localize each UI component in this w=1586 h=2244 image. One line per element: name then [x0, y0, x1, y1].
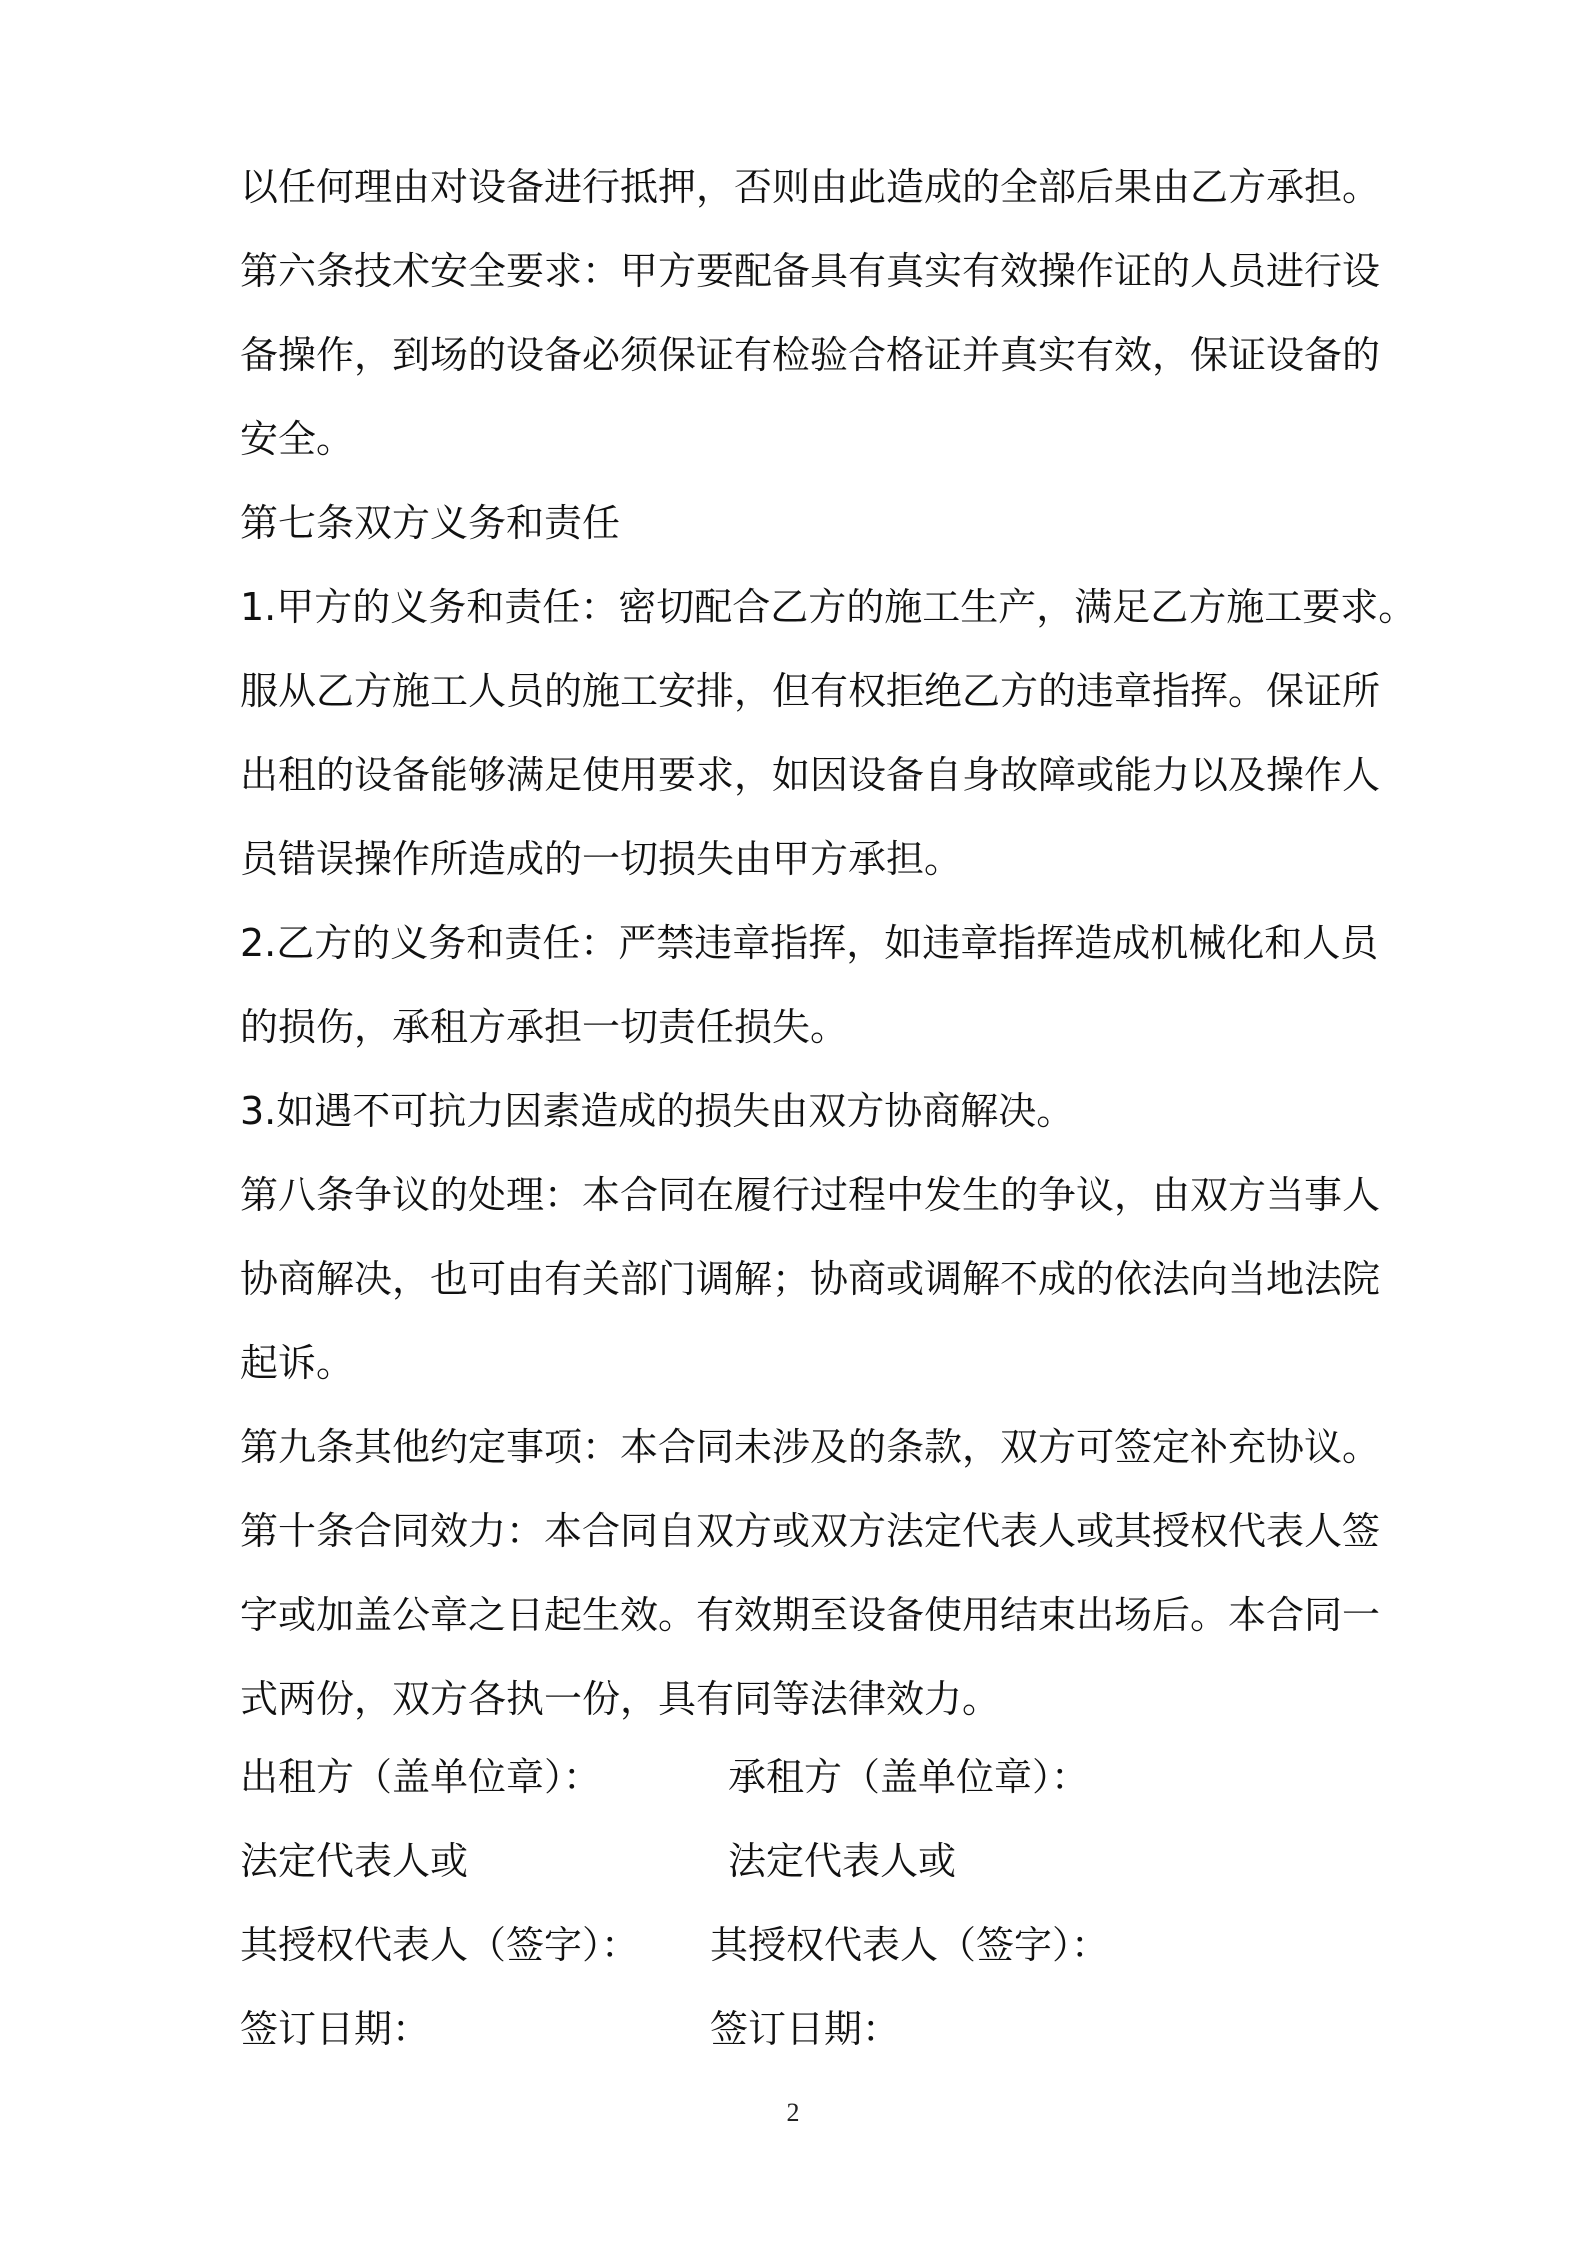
page-number: 2: [786, 2098, 800, 2127]
text-line: 的损伤，承租方承担一切责任损失。: [240, 1005, 849, 1049]
signature-row-auth: [240, 1903, 1360, 1987]
lessor-rep-label: 法定代表人或: [240, 1839, 469, 1883]
text-line: 以任何理由对设备进行抵押，否则由此造成的全部后果由乙方承担。: [240, 165, 1381, 209]
text-line: 起诉。: [240, 1341, 355, 1385]
text-line: 第九条其他约定事项：本合同未涉及的条款，双方可签定补充协议。: [240, 1425, 1381, 1469]
lessor-seal-label: 出租方（盖单位章）：: [240, 1755, 602, 1799]
text-line: 字或加盖公章之日起生效。有效期至设备使用结束出场后。本合同一: [240, 1593, 1381, 1637]
signature-row-rep: [240, 1819, 1360, 1903]
signature-block: [240, 1735, 1360, 2071]
text-line: 备操作，到场的设备必须保证有检验合格证并真实有效，保证设备的: [240, 333, 1381, 377]
text-line: 2.乙方的义务和责任：严禁违章指挥，如违章指挥造成机械化和人员: [240, 921, 1379, 965]
text-line: 第十条合同效力：本合同自双方或双方法定代表人或其授权代表人签: [240, 1509, 1381, 1553]
signature-row-seal: [240, 1735, 1360, 1819]
text-line: 第六条技术安全要求：甲方要配备具有真实有效操作证的人员进行设: [240, 249, 1381, 293]
signature-row-date: [240, 1987, 1360, 2071]
contract-body: [240, 145, 1417, 1741]
text-line: 协商解决，也可由有关部门调解；协商或调解不成的依法向当地法院: [240, 1257, 1381, 1301]
lessee-seal-label: 承租方（盖单位章）：: [728, 1755, 1090, 1799]
section-heading: 第七条双方义务和责任: [240, 501, 621, 545]
lessor-date-label: 签订日期：: [240, 2007, 431, 2051]
text-line: 第八条争议的处理：本合同在履行过程中发生的争议，由双方当事人: [240, 1173, 1381, 1217]
text-line: 3.如遇不可抗力因素造成的损失由双方协商解决。: [240, 1089, 1075, 1133]
text-line: 出租的设备能够满足使用要求，如因设备自身故障或能力以及操作人: [240, 753, 1381, 797]
text-line: 1.甲方的义务和责任：密切配合乙方的施工生产，满足乙方施工要求。: [240, 585, 1417, 629]
text-line: 式两份，双方各执一份，具有同等法律效力。: [240, 1677, 1001, 1721]
text-line: 员错误操作所造成的一切损失由甲方承担。: [240, 837, 963, 881]
text-line: 服从乙方施工人员的施工安排，但有权拒绝乙方的违章指挥。保证所: [240, 669, 1381, 713]
lessee-date-label: 签订日期：: [710, 2007, 901, 2051]
lessee-auth-label: 其授权代表人（签字）：: [710, 1923, 1110, 1967]
lessor-auth-label: 其授权代表人（签字）：: [240, 1923, 640, 1967]
lessee-rep-label: 法定代表人或: [728, 1839, 957, 1883]
text-line: 安全。: [240, 417, 355, 461]
